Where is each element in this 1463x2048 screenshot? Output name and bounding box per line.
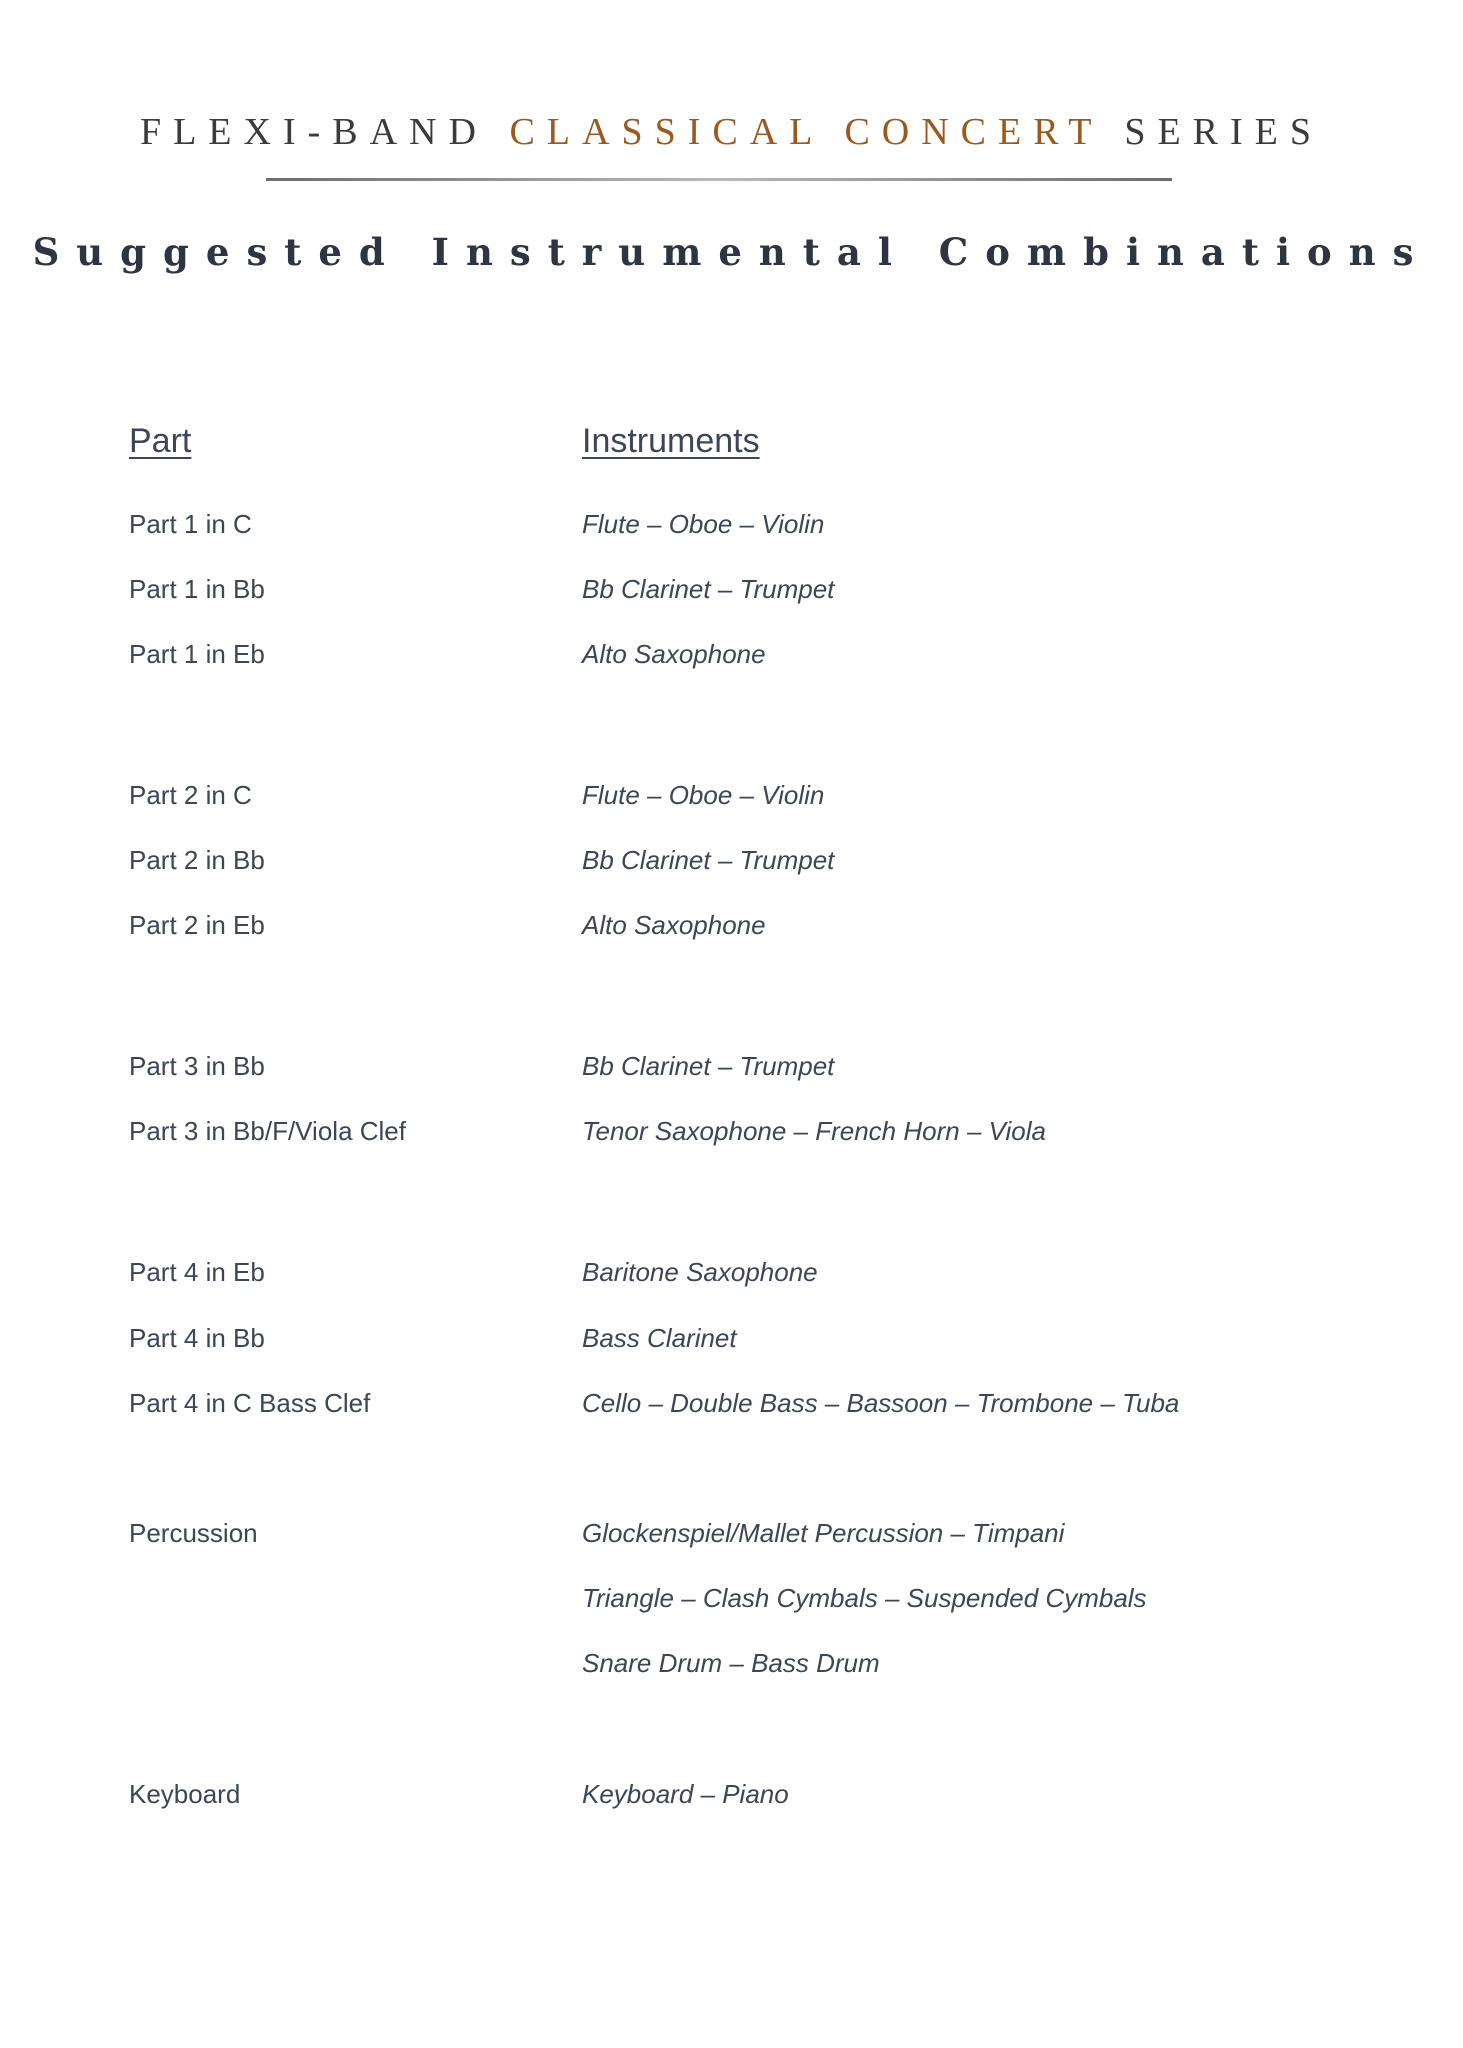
instruments-cell: Triangle – Clash Cymbals – Suspended Cymbals [582,1583,1147,1613]
instruments-cell: Tenor Saxophone – French Horn – Viola [582,1116,1046,1146]
part-cell: Part 3 in Bb [129,1051,265,1081]
part-cell: Part 2 in Bb [129,845,265,875]
instruments-cell: Bb Clarinet – Trumpet [582,1051,835,1081]
instruments-cell: Cello – Double Bass – Bassoon – Trombone – Tuba [582,1388,1180,1418]
part-cell: Part 1 in Bb [129,574,265,604]
part-cell: Percussion [129,1518,258,1548]
part-cell: Part 4 in C Bass Clef [129,1388,371,1418]
instruments-cell: Baritone Saxophone [582,1257,818,1287]
series-title [0,110,1463,154]
instruments-cell: Flute – Oboe – Violin [582,780,825,810]
series-title-accent: CLASSICAL CONCERT [509,111,1103,153]
instruments-cell: Snare Drum – Bass Drum [582,1648,880,1678]
instruments-cell: Bb Clarinet – Trumpet [582,574,835,604]
part-cell: Part 1 in Eb [129,639,265,669]
instruments-cell: Alto Saxophone [582,910,766,940]
part-column-header: Part [129,422,192,460]
instruments-cell: Alto Saxophone [582,639,766,669]
part-cell: Part 2 in Eb [129,910,265,940]
series-title-prefix: FLEXI-BAND [139,111,488,153]
part-cell: Part 4 in Bb [129,1323,265,1353]
part-cell: Part 3 in Bb/F/Viola Clef [129,1116,406,1146]
part-cell: Part 2 in C [129,780,252,810]
instruments-cell: Keyboard – Piano [582,1779,789,1809]
header-divider [266,178,1172,181]
part-cell: Part 4 in Eb [129,1257,265,1287]
instruments-cell: Glockenspiel/Mallet Percussion – Timpani [582,1518,1065,1548]
instruments-cell: Bass Clarinet [582,1323,737,1353]
part-cell: Part 1 in C [129,509,252,539]
series-title-suffix: SERIES [1124,111,1324,153]
page-subtitle: Suggested Instrumental Combinations [32,230,1431,274]
part-cell: Keyboard [129,1779,241,1809]
instruments-column-header: Instruments [582,422,760,460]
instruments-cell: Bb Clarinet – Trumpet [582,845,835,875]
instruments-cell: Flute – Oboe – Violin [582,509,825,539]
